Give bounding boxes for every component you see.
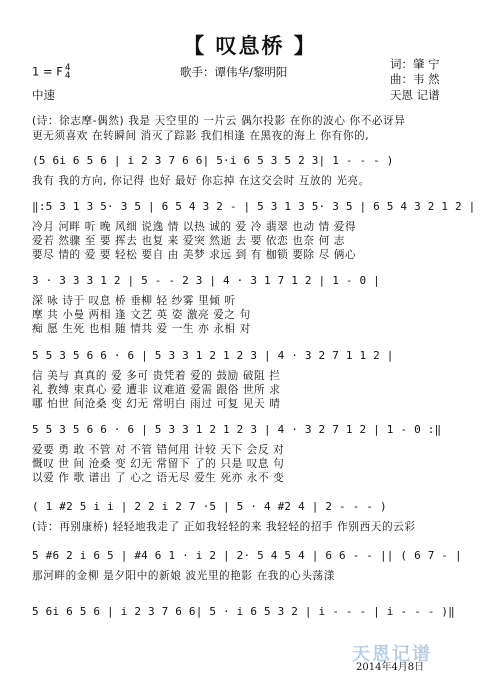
song-title: 【 叹息桥 】: [183, 33, 317, 58]
transcriber: 天恩 记谱: [390, 88, 440, 102]
notation-line: 5 6i 6 5 6 | i 2 3 7 6 6| 5 · i 6 5 3 2 | i - - - | i - - - )‖: [32, 605, 455, 618]
lyric-line: 我有 我的方向, 你记得 也好 最好 你忘掉 在这交会时 互放的 光亮。: [32, 175, 370, 187]
notation-line: 3 · 3 3 3 1 2 | 5 - - 2 3 | 4 · 3 1 7 1 2 | 1 - 0 |: [32, 274, 380, 287]
lyric-line: 要尽 情的 爱 要 轻松 要自 由 美梦 求远 到 有 枷锁 要除 尽 俩心: [32, 249, 357, 261]
intro-line-2: 更无须喜欢 在转瞬间 消灭了踪影 我们相逢 在黑夜的海上 你有你的,: [32, 130, 370, 142]
notation-line: (5 6i 6 5 6 | i 2 3 7 6 6| 5·i 6 5 3 5 2 3| 1 - - - ): [32, 154, 394, 167]
notation-line: 5 5 3 5 6 6 · 6 | 5 3 3 1 2 1 2 3 | 4 · 3 2 7 1 2 | 1 - 0 :‖: [32, 423, 442, 436]
notation-line: ‖:5 3 1 3 5· 3 5 | 6 5 4 3 2 - | 5 3 1 3 5· 3 5 | 6 5 4 3 2 1 2 |: [32, 200, 476, 213]
lyric-line: 礼 教缚 束真心 爱 遭非 议难道 爱需 跟俗 世所 求: [32, 384, 281, 396]
lyricist: 词：肇 宁: [390, 57, 440, 71]
lyric-line: 信 美与 真真的 爱 多可 贵凭着 爱的 鼓励 破阻 拦: [32, 370, 281, 382]
singers: 歌手：谭伟华/黎明阳: [180, 65, 288, 79]
lyric-line: 摩 共 小曼 两相 逢 文艺 英 姿 激亮 爱之 句: [32, 309, 251, 321]
lyric-line: 哪 怕世 间沧桑 变 幻无 常明白 雨过 可复 见天 晴: [32, 398, 281, 410]
lyric-line: 那河畔的金柳 是夕阳中的新娘 波光里的艳影 在我的心头荡漾: [32, 570, 335, 582]
tempo: 中速: [32, 88, 55, 102]
lyric-line: 痴 愿 生死 也相 随 情共 爱 一生 亦 永相 对: [32, 323, 251, 335]
lyric-line: 冷月 河畔 听 晚 风细 说逸 情 以热 诚的 爱 冷 翡翠 也动 情 爱得: [32, 221, 357, 233]
key-text: 1 = F: [32, 64, 63, 79]
lyric-line: 慨叹 世 间 沧桑 变 幻无 常留下 了的 只是 叹息 句: [32, 458, 285, 470]
key-signature: [32, 64, 71, 80]
date-stamp: 2014年4月8日: [356, 662, 425, 673]
notation-line: 5 #6 2 i 6 5 | #4 6 1 · i 2 | 2· 5 4 5 4 | 6 6 - - || ( 6 7 - |: [32, 549, 462, 562]
lyric-line: 深 咏 诗于 叹息 桥 垂柳 轻 纱雾 里倾 听: [32, 295, 236, 307]
time-signature: 4 4: [64, 63, 71, 81]
lyric-line: 爱若 然骤 至 要 挥去 也复 来 爱突 然逝 去 要 依恋 也奈 何 志: [32, 235, 345, 247]
lyric-line: (诗：再别康桥) 轻轻地我走了 正如我轻轻的来 我轻轻的招手 作别西天的云彩: [32, 521, 416, 533]
lyric-line: 爱要 勇 敢 不管 对 不管 错何用 计较 天下 会反 对: [32, 444, 285, 456]
intro-line-1: (诗：徐志摩-偶然) 我是 天空里的 一片云 偶尔投影 在你的波心 你不必讶异: [32, 115, 406, 127]
notation-line: ( 1 #2 5 i i | 2 2 i 2 7 ·5 | 5 · 4 #2 4 | 2 - - - ): [32, 500, 387, 513]
composer: 曲：韦 然: [390, 72, 440, 86]
notation-line: 5 5 3 5 6 6 · 6 | 5 3 3 1 2 1 2 3 | 4 · 3 2 7 1 1 2 |: [32, 349, 394, 362]
watermark: 天恩记谱: [352, 644, 432, 665]
lyric-line: 以爱 作 歌 谱出 了 心之 语无尽 爱生 死亦 永不 变: [32, 472, 285, 484]
